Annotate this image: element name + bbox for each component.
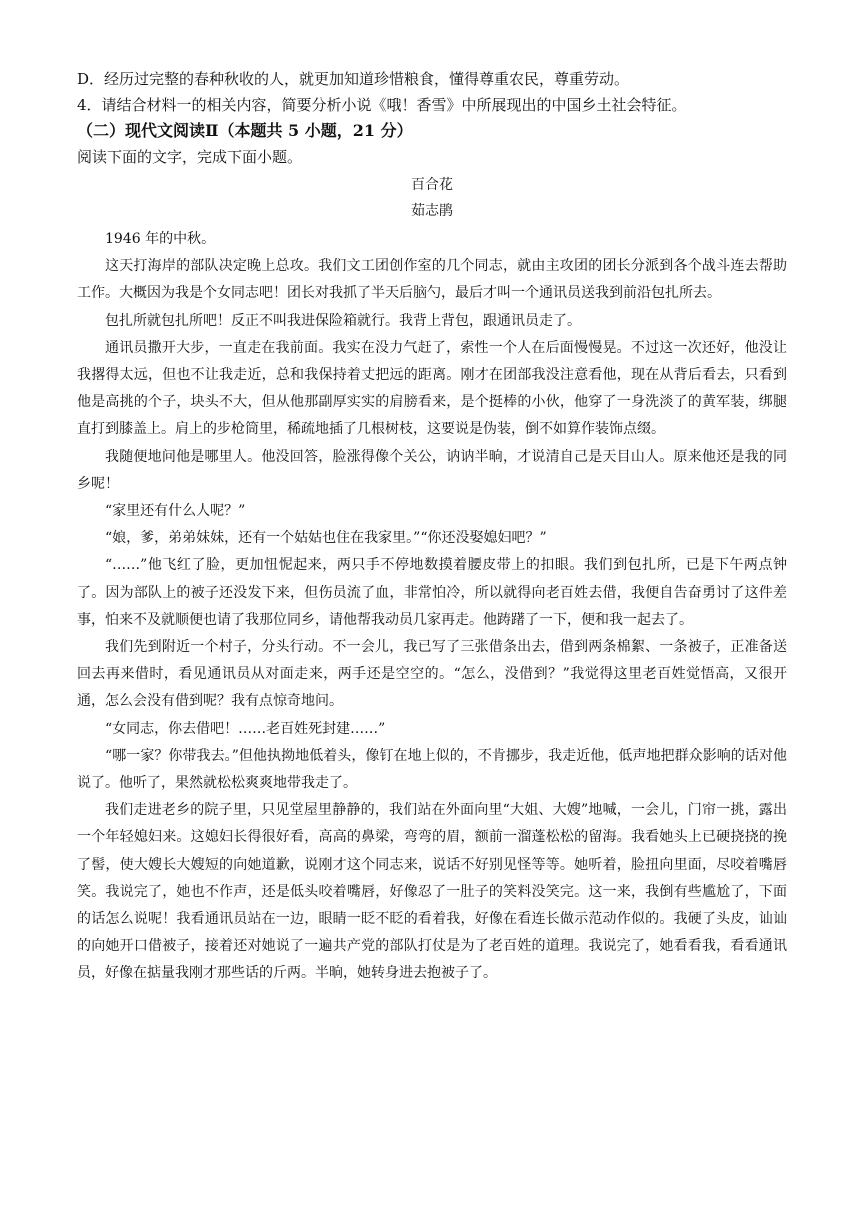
dialogue-line: “女同志，你去借吧！……老百姓死封建……” [105, 720, 386, 737]
article-title: 百合花 [411, 177, 453, 193]
paragraph: 我随便地问他是哪里人。他没回答，脸涨得像个关公，讷讷半晌，才说清自己是天目山人。原来他还是我的同乡呢！ [77, 448, 787, 492]
paragraph: 1946 年的中秋。 [105, 231, 216, 247]
paragraph: 我们先到附近一个村子，分头行动。不一会儿，我已写了三张借条出去，借到两条棉絮、一条被子，正准备送回去再来借时，看见通讯员从对面走来，两手还是空空的。“怎么，没借到？”我觉得这里老百姓觉悟高，又很开通，怎么会没有借到呢？我有点惊奇地问。 [77, 639, 787, 710]
paragraph: 这天打海岸的部队决定晚上总攻。我们文工团创作室的几个同志，就由主攻团的团长分派到各个战斗连去帮助工作。大概因为我是个女同志吧！团长对我抓了半天后脑勺，最后才叫一个通讯员送我到前沿包扎所去。 [77, 258, 787, 302]
option-d-line: D．经历过完整的春种秋收的人，就更加知道珍惜粮食，懂得尊重农民，尊重劳动。 [77, 70, 630, 88]
paragraph: “哪一家？你带我去。”但他执拗地低着头，像钉在地上似的，不肯挪步，我走近他，低声地把群众影响的话对他说了。他听了，果然就松松爽爽地带我走了。 [77, 747, 787, 792]
question-4-line: 4．请结合材料一的相关内容，简要分析小说《哦！香雪》中所展现出的中国乡土社会特征。 [77, 96, 687, 114]
dialogue-line: “家里还有什么人呢？” [105, 503, 246, 520]
paragraph: 我们走进老乡的院子里，只见堂屋里静静的，我们站在外面向里“大姐、大嫂”地喊，一会儿，门帘一挑，露出一个年轻媳妇来。这媳妇长得很好看，高高的鼻梁，弯弯的眉，额前一溜蓬松松的留海。我看她头上已硬挠挠的挽了髻，使大嫂长大嫂短的向她道歉，说刚才这个同志来，说话不好别见怪等等。她听着，脸扭向里面，尽咬着嘴唇笑。我说完了，她也不作声，还是低头咬着嘴唇，好像忍了一肚子的笑料没笑完。这一来，我倒有些尴尬了，下面的话怎么说呢！我看通讯员站在一边，眼睛一眨不眨的看着我，好像在看连长做示范动作似的。我硬了头皮，讪讪的向她开口借被子，接着还对她说了一遍共产党的部队打仗是为了老百姓的道理。我说完了，她看看我，看看通讯员，好像在掂量我刚才那些话的斤两。半晌，她转身进去抱被子了。 [77, 802, 787, 982]
section-heading: （二）现代文阅读Ⅱ（本题共 5 小题，21 分） [77, 121, 413, 140]
paragraph: 通讯员撒开大步，一直走在我前面。我实在没力气赶了，索性一个人在后面慢慢晃。不过这一次还好，他没让我撂得太远，但也不让我走近，总和我保持着丈把远的距离。刚才在团部我没注意看他，现在从背后看去，只看到他是高挑的个子，块头不大，但从他那副厚实实的肩膀看来，是个挺棒的小伙，他穿了一身洗淡了的黄军装，绑腿直打到膝盖上。肩上的步枪筒里，稀疏地插了几根树枝，这要说是伪装，倒不如算作装饰点缀。 [77, 339, 787, 438]
reading-instruction: 阅读下面的文字，完成下面小题。 [77, 148, 303, 166]
dialogue-line: “娘，爹，弟弟妹妹，还有一个姑姑也住在我家里。”“你还没娶媳妇吧？” [105, 530, 547, 547]
paragraph: “……”他飞红了脸，更加忸怩起来，两只手不停地数摸着腰皮带上的扣眼。我们到包扎所，已是下午两点钟了。因为部队上的被子还没发下来，但伤员流了血，非常怕冷，所以就得向老百姓去借，我便自告奋勇讨了这件差事，怕来不及就顺便也请了我那位同乡，请他帮我动员几家再走。他踌躇了一下，便和我一起去了。 [77, 557, 787, 628]
document-body [77, 66, 787, 988]
paragraph: 包扎所就包扎所吧！反正不叫我进保险箱就行。我背上背包，跟通讯员走了。 [105, 312, 581, 329]
article-author: 茹志鹃 [411, 203, 453, 219]
